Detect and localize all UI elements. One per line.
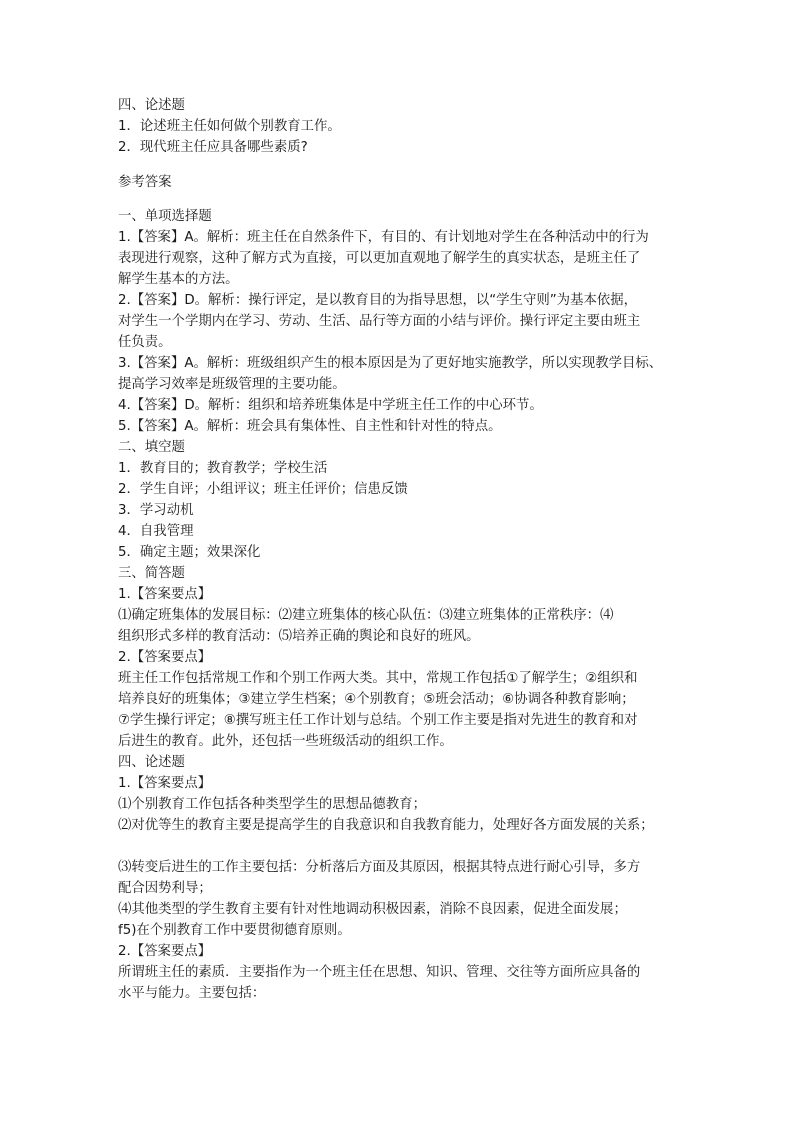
single-choice-line: 解学生基本的方法。 [118,272,239,287]
essay-2-line: 水平与能力。主要包括： [118,986,266,1001]
essay-1-label: 1.【答案要点】 [118,776,212,791]
fill-blank-line: 1．教育目的；教育教学；学校生活 [118,461,328,476]
single-choice-line: 2.【答案】D。解析：操行评定，是以教育目的为指导思想，以“学生守则”为基本依据， [118,293,638,308]
short-answer-1-line: 组织形式多样的教育活动：⑸培养正确的舆论和良好的班风。 [118,629,480,644]
essay-1-line: ⑶转变后进生的工作主要包括：分析落后方面及其原因，根据其特点进行耐心引导，多方 [118,860,641,875]
fill-blank-line: 3．学习动机 [118,503,194,518]
essay-1-line: 配合因势利导； [118,881,212,896]
fill-blank-heading: 二、填空题 [118,440,185,455]
fill-blank-line: 4．自我管理 [118,524,194,539]
document-page [118,95,698,1004]
short-answer-2-line: ⑦学生操行评定；⑧撰写班主任工作计划与总结。个别工作主要是指对先进生的教育和对 [118,713,638,728]
fill-blank-line: 5．确定主题；效果深化 [118,545,261,560]
essay-heading: 四、论述题 [118,755,185,770]
essay-question-1: 1．论述班主任如何做个别教育工作。 [118,119,341,134]
essay-1-line: f5)在个别教育工作中要贯彻德育原则。 [118,923,351,938]
single-choice-line: 提高学习效率是班级管理的主要功能。 [118,377,346,392]
single-choice-line: 4.【答案】D。解析：组织和培养班集体是中学班主任工作的中心环节。 [118,398,543,413]
short-answer-2-line: 班主任工作包括常规工作和个别工作两大类。其中，常规工作包括①了解学生；②组织和 [118,671,638,686]
single-choice-line: 任负责。 [118,335,172,350]
essay-2-label: 2.【答案要点】 [118,944,212,959]
single-choice-line: 5.【答案】A。解析：班会具有集体性、自主性和针对性的特点。 [118,419,502,434]
single-choice-heading: 一、单项选择题 [118,209,212,224]
essay-1-line: ⑷其他类型的学生教育主要有针对性地调动积极因素，消除不良因素，促进全面发展； [118,902,627,917]
essay-1-line: ⑵对优等生的教育主要是提高学生的自我意识和自我教育能力，处理好各方面发展的关系； [118,818,654,833]
section4-heading: 四、论述题 [118,98,185,113]
single-choice-line: 3.【答案】A。解析：班级组织产生的根本原因是为了更好地实施教学，所以实现教学目标、 [118,356,663,371]
single-choice-line: 1.【答案】A。解析：班主任在自然条件下，有目的、有计划地对学生在各种活动中的行为 [118,230,649,245]
single-choice-line: 对学生一个学期内在学习、劳动、生活、品行等方面的小结与评价。操行评定主要由班主 [118,314,641,329]
essay-1-line: ⑴个别教育工作包括各种类型学生的思想品德教育； [118,797,426,812]
short-answer-2-line: 培养良好的班集体；③建立学生档案；④个别教育；⑤班会活动；⑥协调各种教育影响； [118,692,635,707]
fill-blank-line: 2．学生自评；小组评议；班主任评价；信患反馈 [118,482,408,497]
essay-2-line: 所谓班主任的素质．主要指作为一个班主任在思想、知识、管理、交往等方面所应具备的 [118,965,641,980]
short-answer-1-label: 1.【答案要点】 [118,587,212,602]
short-answer-1-line: ⑴确定班集体的发展目标：⑵建立班集体的核心队伍：⑶建立班集体的正常秩序：⑷ [118,608,614,623]
answers-title: 参考答案 [118,175,172,190]
single-choice-line: 表现进行观察，这种了解方式为直接，可以更加直观地了解学生的真实状态，是班主任了 [118,251,641,266]
short-answer-2-label: 2.【答案要点】 [118,650,212,665]
short-answer-heading: 三、简答题 [118,566,185,581]
essay-question-2: 2．现代班主任应具备哪些素质? [118,140,308,155]
short-answer-2-line: 后进生的教育。此外，还包括一些班级活动的组织工作。 [118,734,453,749]
